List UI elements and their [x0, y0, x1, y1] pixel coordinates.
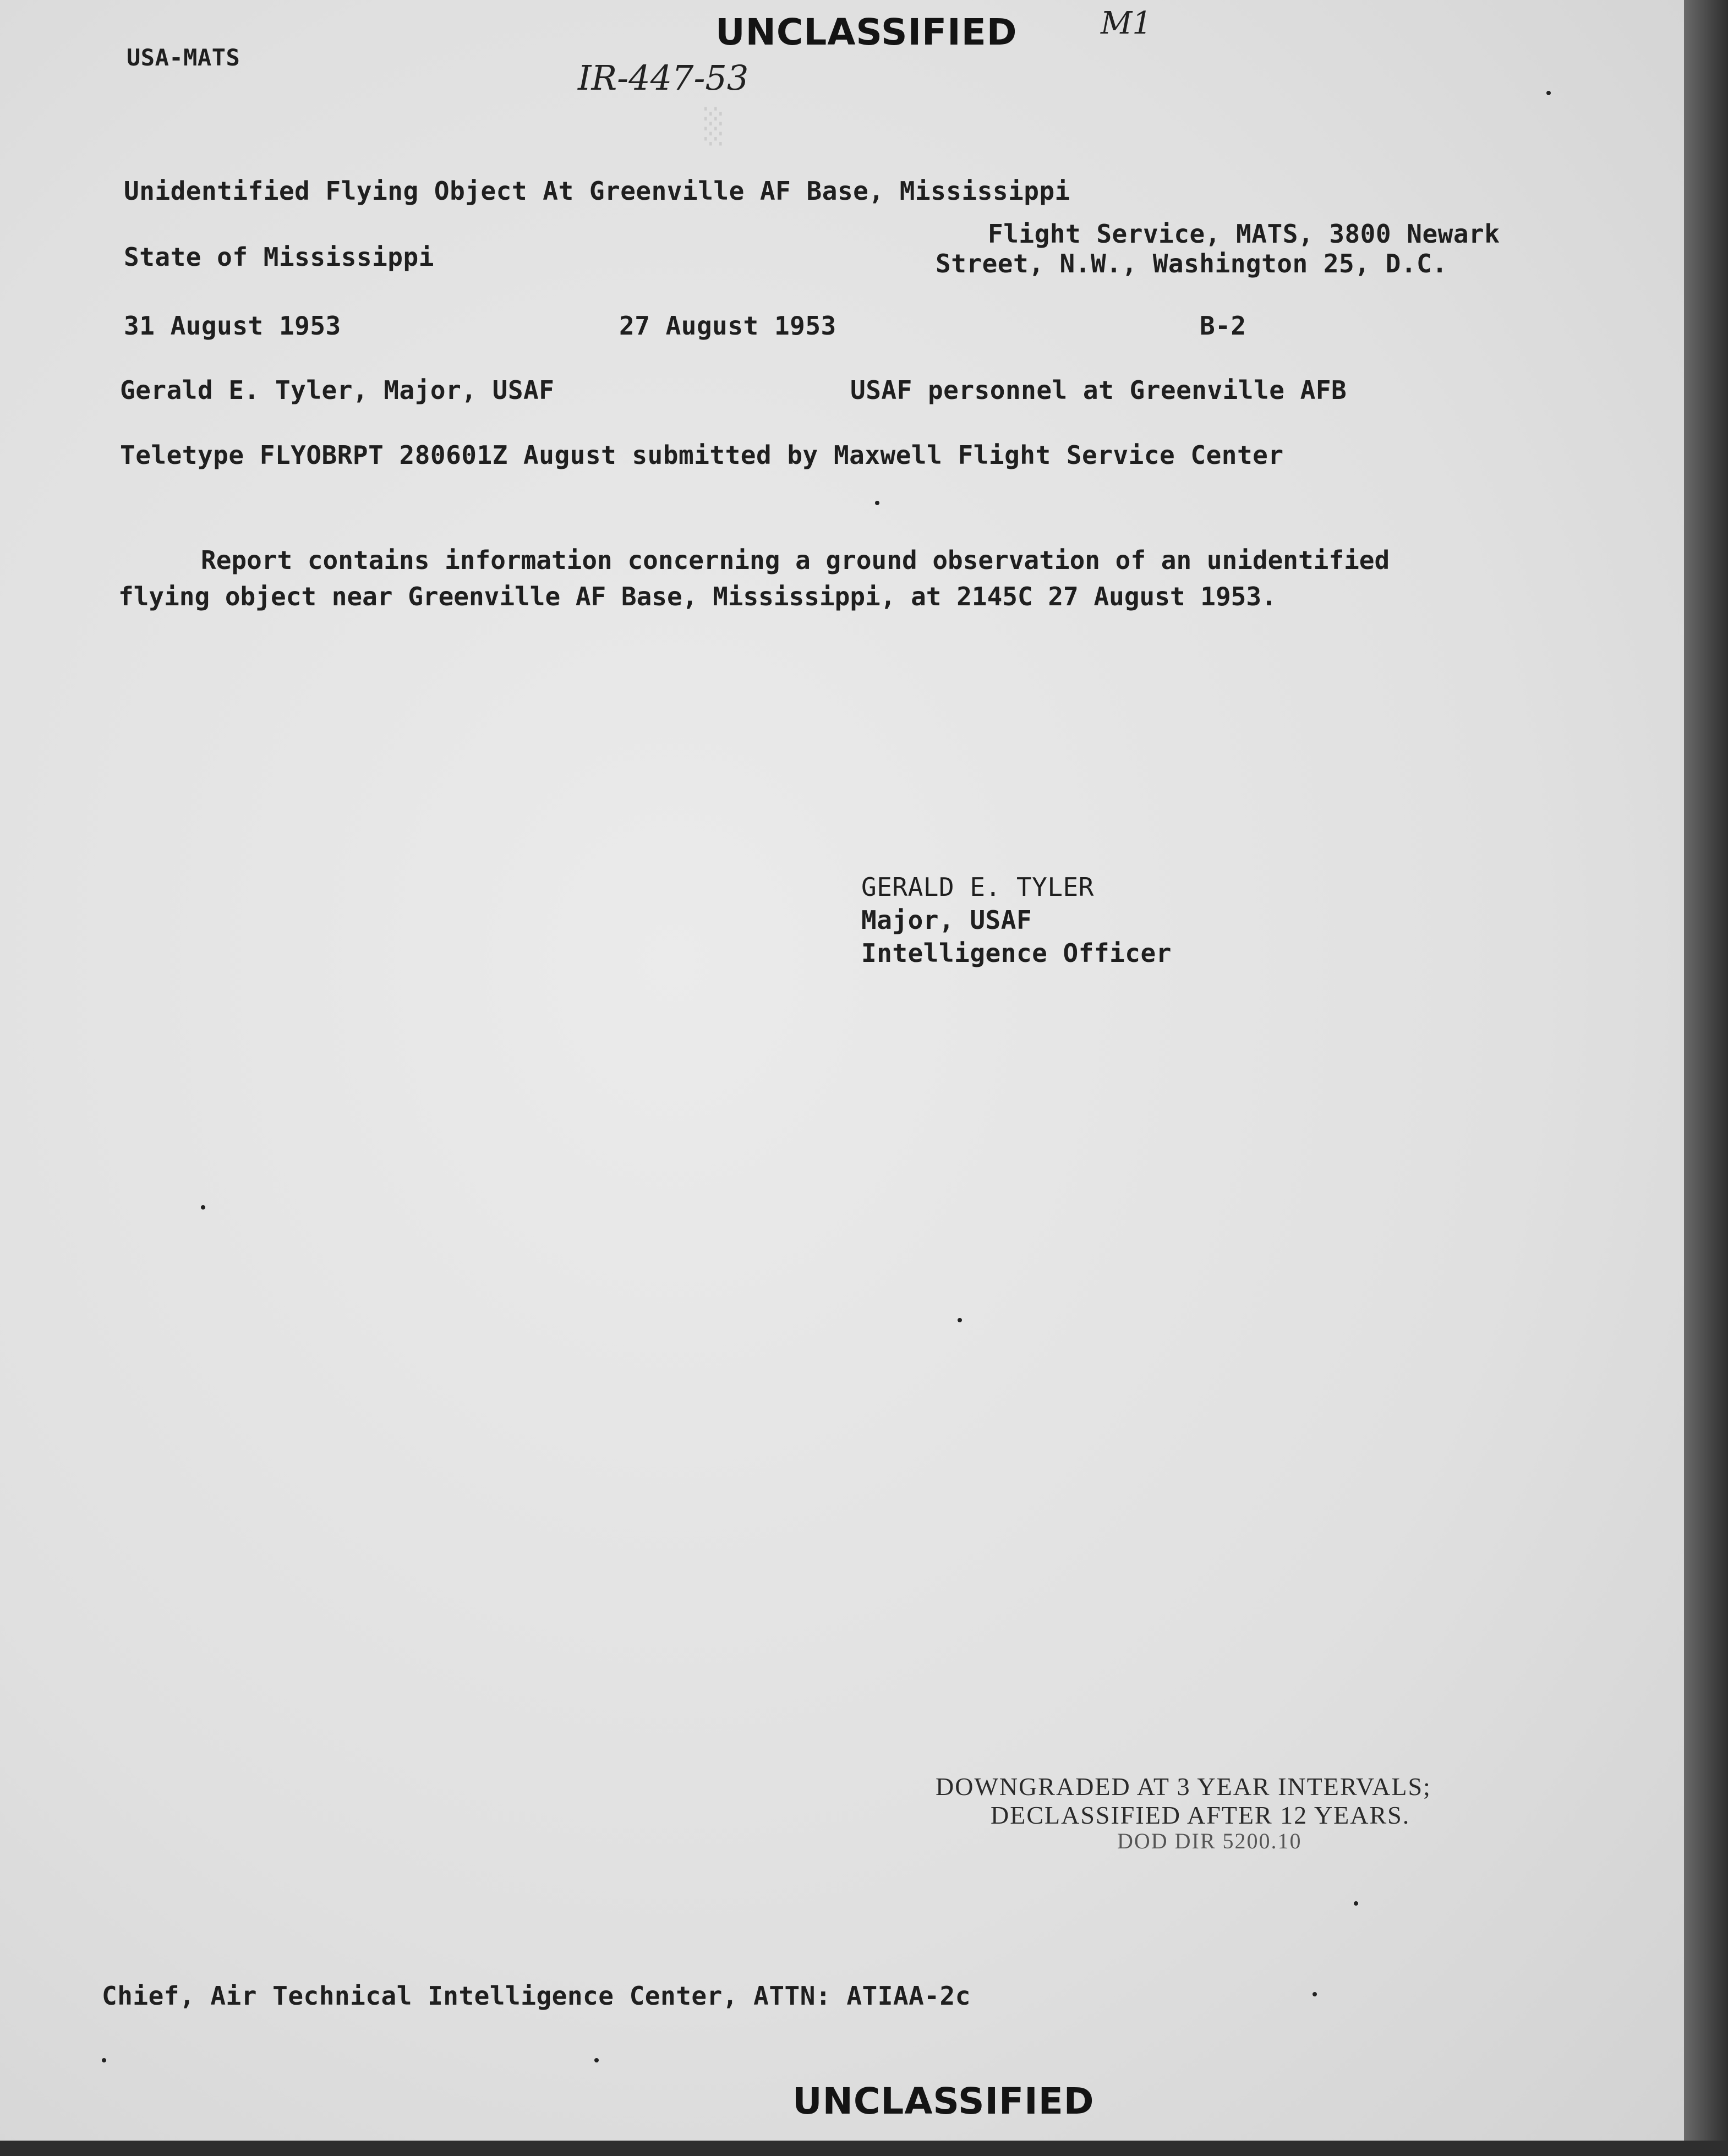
summary-line-1: Report contains information concerning a ground observation of an unidentified: [201, 545, 1390, 575]
summary-paragraph: [118, 542, 1390, 615]
signature-name: GERALD E. TYLER: [861, 872, 1094, 902]
summary-line-2: flying object near Greenville AF Base, Mississippi, at 2145C 27 August 1953.: [118, 582, 1277, 611]
handwritten-reference: IR-447-53: [578, 58, 749, 98]
date-of-report: 31 August 1953: [124, 311, 341, 341]
scan-speck: [958, 1318, 962, 1322]
scan-speck: [875, 501, 879, 505]
distribution-line: Chief, Air Technical Intelligence Center, ATTN: ATIAA-2c: [102, 1981, 971, 2011]
report-area: State of Mississippi: [124, 242, 434, 272]
scan-speck: [594, 2058, 599, 2062]
report-subject: Unidentified Flying Object At Greenville AF Base, Mississippi: [124, 176, 1070, 206]
prepared-by: Gerald E. Tyler, Major, USAF: [120, 375, 555, 405]
references: Teletype FLYOBRPT 280601Z August submitted by Maxwell Flight Service Center: [120, 440, 1284, 470]
source-personnel: USAF personnel at Greenville AFB: [850, 375, 1347, 405]
source-line-1: Flight Service, MATS, 3800 Newark: [988, 219, 1500, 249]
classification-stamp-top: UNCLASSIFIED: [715, 11, 1018, 53]
scan-border-bottom: [0, 2141, 1728, 2156]
classification-stamp-bottom: UNCLASSIFIED: [792, 2080, 1095, 2122]
downgrade-stamp-line-3: DOD DIR 5200.10: [1117, 1829, 1302, 1853]
scan-speck: [201, 1205, 205, 1210]
source-line-2: Street, N.W., Washington 25, D.C.: [936, 249, 1448, 278]
date-of-information: 27 August 1953: [619, 311, 836, 341]
scan-speck: [1354, 1901, 1358, 1906]
scan-border-right: [1684, 0, 1728, 2156]
origin-label: USA-MATS: [127, 44, 240, 71]
scan-speck: [102, 2058, 106, 2062]
bleed-through-text: ░: [704, 107, 725, 146]
scan-speck: [1546, 91, 1551, 95]
signature-rank: Major, USAF: [861, 905, 1032, 935]
signature-title: Intelligence Officer: [861, 938, 1172, 968]
downgrade-stamp-line-1: DOWNGRADED AT 3 YEAR INTERVALS;: [936, 1772, 1431, 1801]
scan-speck: [1313, 1992, 1317, 1996]
downgrade-stamp-line-2: DECLASSIFIED AFTER 12 YEARS.: [991, 1801, 1410, 1829]
evaluation-code: B-2: [1200, 311, 1246, 341]
handwritten-corner-mark: M1: [1101, 6, 1152, 41]
